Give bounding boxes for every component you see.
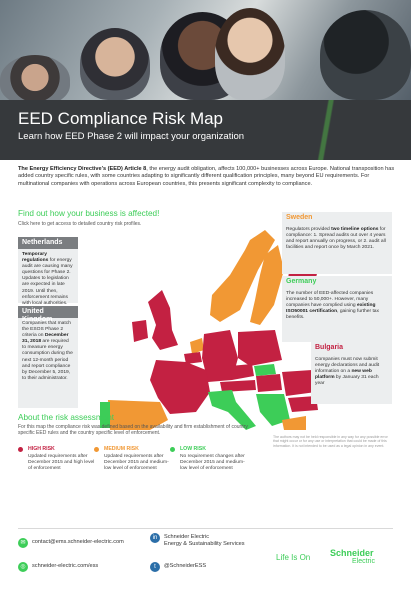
- callout-bulgaria-body: Companies must now submit energy declarations and audit information on a new web platform by January 31 each year: [315, 357, 380, 387]
- callout-bulgaria[interactable]: [311, 342, 392, 404]
- map-uk[interactable]: [148, 290, 178, 350]
- callout-uk-body: Companies that match the ESOS Phase 2 criteria on December 31, 2018 are required to measure energy consumption during the next 12-month period and report compliance by December 5, 2019, to their administrator.: [22, 321, 73, 381]
- page-title: EED Compliance Risk Map: [18, 109, 224, 128]
- title-band: [0, 100, 411, 160]
- risk-high-dot: [18, 447, 23, 452]
- callout-germany-body: The number of EED-affected companies increased to 50,000+. However, many companies have complied using existing ISO50001 certification, gaining further tax benefits.: [286, 291, 379, 321]
- map-czech[interactable]: [230, 364, 254, 380]
- callout-sweden-title: Sweden: [282, 212, 392, 224]
- contact-twitter-text[interactable]: @SchneiderESS: [164, 563, 207, 569]
- brand-logo: Schneider: [330, 548, 374, 558]
- callout-sweden-body: Regulators provided two timeline options for compliance: 1. Spread audits out over 4 years and report annually on progress, or 2. audit all facilities and report once by March 2021.: [286, 227, 386, 251]
- risk-high-desc: Updated requirements after December 2015 and high level of enforcement: [28, 454, 95, 472]
- map-austria[interactable]: [220, 380, 256, 392]
- callout-netherlands[interactable]: [18, 237, 78, 306]
- callout-uk[interactable]: [18, 306, 78, 408]
- tagline: Life Is On: [276, 553, 311, 562]
- brand-logo-sub: Electric: [352, 558, 375, 565]
- intro-text: , the energy audit obligation, affects 100,000+ businesses across Europe. National transposition has added country specific rules, with some countries adapting to significantly different qualification principles, many beyond EU requirements. For multinational companies with operations across European countries, this presents significant complexity to compliance.: [18, 166, 395, 187]
- contact-email-text[interactable]: contact@ems.schneider-electric.com: [32, 539, 124, 545]
- risk-low-desc: No requirement changes after December 2015 and medium-low level of enforcement: [180, 454, 245, 472]
- find-title: Find out how your business is affected!: [18, 209, 160, 218]
- map-slovakia[interactable]: [254, 364, 276, 376]
- intro-lead: The Energy Efficiency Directive’s (EED) Article 8: [18, 166, 147, 172]
- risk-high-label: HIGH RISK: [28, 446, 55, 452]
- about-text: For this map the compliance risk was defined based on the availability and firm establishment of country specific EED rules and the country specific level of enforcement.: [18, 424, 248, 437]
- email-icon: ✉: [18, 538, 28, 548]
- callout-netherlands-body: Temporary regulations for energy audit are causing many questions for Phase 2. Updates to legislation are expected in late 2019. Until then, enforcement remains with local authorities.: [22, 252, 73, 306]
- about-title: About the risk assessment: [18, 413, 115, 422]
- page-subtitle: Learn how EED Phase 2 will impact your organization: [18, 131, 245, 142]
- globe-icon: ◎: [18, 562, 28, 572]
- risk-medium-label: MEDIUM RISK: [104, 446, 139, 452]
- risk-medium-dot: [94, 447, 99, 452]
- callout-netherlands-title: Netherlands: [18, 237, 78, 249]
- risk-low-label: LOW RISK: [180, 446, 206, 452]
- country-profiles-link[interactable]: Click here to get access to detailed country risk profiles.: [18, 221, 142, 227]
- callout-sweden[interactable]: [282, 212, 392, 274]
- legal-disclaimer: The authors may not be held responsible in any way for any possible error that might occur or for any use or interpretation that could be made of this information. It is not intended to be used as a legal opinion in any event.: [273, 435, 388, 448]
- risk-low-dot: [170, 447, 175, 452]
- linkedin-icon: in: [150, 533, 160, 543]
- risk-medium-desc: Updated requirements after December 2015 and medium-low level of enforcement: [104, 454, 169, 472]
- callout-uk-title: United Kingdom: [18, 306, 78, 318]
- footer-divider: [18, 528, 393, 529]
- map-ireland[interactable]: [132, 320, 148, 342]
- hero-photo: [0, 0, 411, 100]
- callout-bulgaria-title: Bulgaria: [311, 342, 392, 354]
- map-poland[interactable]: [238, 330, 282, 366]
- twitter-icon: t: [150, 562, 160, 572]
- contact-web-text[interactable]: schneider-electric.com/ess: [32, 563, 99, 569]
- intro-paragraph: [18, 166, 396, 188]
- linkedin-line1: Schneider Electric: [164, 534, 210, 540]
- map-hungary[interactable]: [256, 374, 282, 392]
- linkedin-line2: Energy & Sustainability Services: [164, 541, 245, 547]
- map-belgium[interactable]: [184, 352, 202, 364]
- map-netherlands[interactable]: [190, 338, 204, 354]
- callout-germany[interactable]: [282, 276, 392, 342]
- callout-germany-title: Germany: [282, 276, 392, 288]
- contact-linkedin-text[interactable]: [164, 534, 245, 548]
